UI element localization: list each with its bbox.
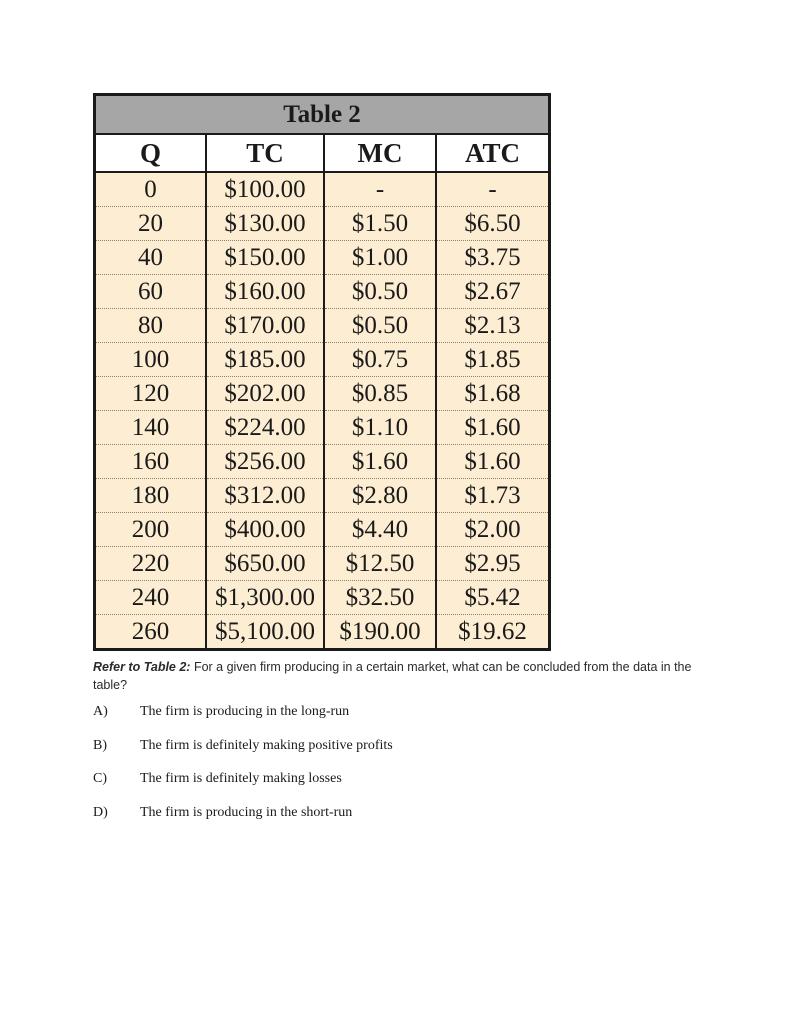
table-cell-atc: - [436,172,548,207]
column-header-tc: TC [206,134,324,172]
table-row [96,615,548,649]
table-cell-q: 220 [96,547,206,581]
answer-option-c [93,771,693,805]
answer-option-d [93,805,693,839]
option-letter: B) [93,737,107,753]
table-cell-q: 40 [96,241,206,275]
answer-option-b [93,738,693,772]
option-letter: C) [93,771,107,786]
option-letter: A) [93,704,108,719]
table-row [96,207,548,241]
column-header-mc: MC [324,134,436,172]
table-cell-mc: - [324,172,436,207]
table-cell-tc: $202.00 [206,377,324,411]
table-cell-q: 260 [96,615,206,649]
table-cell-atc: $19.62 [436,615,548,649]
table-cell-q: 20 [96,207,206,241]
option-text: The firm is producing in the long-run [140,704,350,719]
table-cell-tc: $312.00 [206,479,324,513]
table-cell-mc: $190.00 [324,615,436,649]
cost-table-container [93,93,551,651]
table-cell-mc: $0.75 [324,343,436,377]
table-cell-mc: $1.00 [324,241,436,275]
table-cell-atc: $2.13 [436,309,548,343]
table-cell-atc: $1.68 [436,377,548,411]
question-body: For a given firm producing in a certain market, what can be concluded from the data in the table? [93,660,692,692]
table-cell-mc: $32.50 [324,581,436,615]
table-cell-mc: $0.50 [324,309,436,343]
table-cell-atc: $1.73 [436,479,548,513]
option-text: The firm is definitely making positive profits [140,737,393,753]
table-row [96,479,548,513]
table-cell-q: 200 [96,513,206,547]
table-cell-mc: $12.50 [324,547,436,581]
table-cell-q: 80 [96,309,206,343]
table-cell-atc: $1.60 [436,411,548,445]
answer-options [93,704,693,838]
table-cell-tc: $170.00 [206,309,324,343]
table-cell-mc: $2.80 [324,479,436,513]
table-cell-q: 60 [96,275,206,309]
table-row [96,377,548,411]
table-title: Table 2 [96,96,548,134]
table-cell-tc: $224.00 [206,411,324,445]
table-cell-tc: $100.00 [206,172,324,207]
table-row [96,343,548,377]
table-cell-tc: $256.00 [206,445,324,479]
table-cell-mc: $0.50 [324,275,436,309]
table-cell-q: 140 [96,411,206,445]
table-cell-atc: $6.50 [436,207,548,241]
table-cell-atc: $1.85 [436,343,548,377]
column-header-atc: ATC [436,134,548,172]
answer-option-a [93,704,693,738]
table-cell-q: 160 [96,445,206,479]
table-cell-atc: $1.60 [436,445,548,479]
table-cell-q: 120 [96,377,206,411]
cost-table [96,96,548,648]
table-row [96,241,548,275]
table-cell-atc: $2.95 [436,547,548,581]
table-cell-tc: $130.00 [206,207,324,241]
table-row [96,581,548,615]
table-cell-tc: $160.00 [206,275,324,309]
table-cell-q: 240 [96,581,206,615]
table-cell-mc: $1.50 [324,207,436,241]
table-cell-q: 180 [96,479,206,513]
table-cell-atc: $2.00 [436,513,548,547]
table-cell-atc: $5.42 [436,581,548,615]
question-reference: Refer to Table 2: [93,660,191,674]
table-row [96,445,548,479]
option-letter: D) [93,804,108,820]
table-row [96,547,548,581]
column-header-q: Q [96,134,206,172]
table-header-row [96,134,548,172]
table-title-row [96,96,548,134]
table-cell-tc: $400.00 [206,513,324,547]
question-text [93,658,693,694]
table-row [96,513,548,547]
table-cell-q: 100 [96,343,206,377]
table-cell-tc: $1,300.00 [206,581,324,615]
table-cell-q: 0 [96,172,206,207]
table-cell-tc: $185.00 [206,343,324,377]
option-text: The firm is definitely making losses [140,771,342,786]
table-cell-tc: $5,100.00 [206,615,324,649]
table-cell-tc: $150.00 [206,241,324,275]
table-body [96,172,548,648]
table-cell-atc: $2.67 [436,275,548,309]
table-cell-mc: $1.60 [324,445,436,479]
table-row [96,275,548,309]
table-cell-mc: $4.40 [324,513,436,547]
table-cell-atc: $3.75 [436,241,548,275]
table-cell-mc: $1.10 [324,411,436,445]
table-cell-mc: $0.85 [324,377,436,411]
table-cell-tc: $650.00 [206,547,324,581]
table-row [96,411,548,445]
table-row [96,172,548,207]
option-text: The firm is producing in the short-run [140,804,353,820]
table-row [96,309,548,343]
